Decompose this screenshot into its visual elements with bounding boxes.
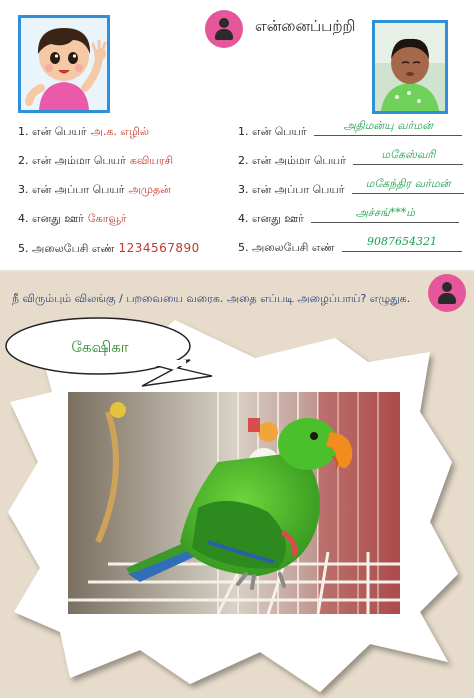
answer-blank: மகேந்திர வர்மன்	[352, 180, 464, 194]
parrot-photo	[68, 392, 400, 614]
list-item: 1. என் பெயர் அ.க. எழில்	[18, 125, 149, 138]
list-item: 4. எனது ஊர் அச்சங்***ம்	[238, 209, 459, 229]
header-user-icon	[205, 10, 243, 48]
child-cartoon-image	[18, 15, 110, 113]
bubble-text: கேஷிகா	[71, 338, 129, 356]
answer-blank: 9087654321	[342, 238, 462, 252]
list-item: 2. என் அம்மா பெயர் மகேஸ்வரி	[238, 151, 463, 171]
list-item: 4. எனது ஊர் கோவூர்	[18, 212, 127, 225]
list-item: 5. அலைபேசி எண் 9087654321	[238, 238, 462, 258]
list-item: 2. என் அம்மா பெயர் கவியரசி	[18, 154, 174, 167]
activity-prompt: நீ விரும்பும் விலங்கு / பறவையை வரைக. அதை எப்படி அழைப்பாய்? எழுதுக.	[12, 292, 411, 305]
list-item: 1. என் பெயர் அதிமன்யு வர்மன்	[238, 122, 462, 142]
answer-blank: அதிமன்யு வர்மன்	[314, 122, 462, 136]
activity-user-icon	[428, 274, 466, 312]
list-item: 5. அலைபேசி எண் 1234567890	[18, 241, 200, 255]
answer-blank: மகேஸ்வரி	[353, 151, 463, 165]
baby-photo	[372, 20, 448, 114]
list-item: 3. என் அப்பா பெயர் அமுதன்	[18, 183, 171, 196]
about-me-section	[0, 0, 474, 270]
section-title: என்னைப்பற்றி	[255, 17, 356, 35]
answer-blank: அச்சங்***ம்	[311, 209, 459, 223]
favorite-animal-section	[0, 272, 474, 698]
list-item: 3. என் அப்பா பெயர் மகேந்திர வர்மன்	[238, 180, 464, 200]
